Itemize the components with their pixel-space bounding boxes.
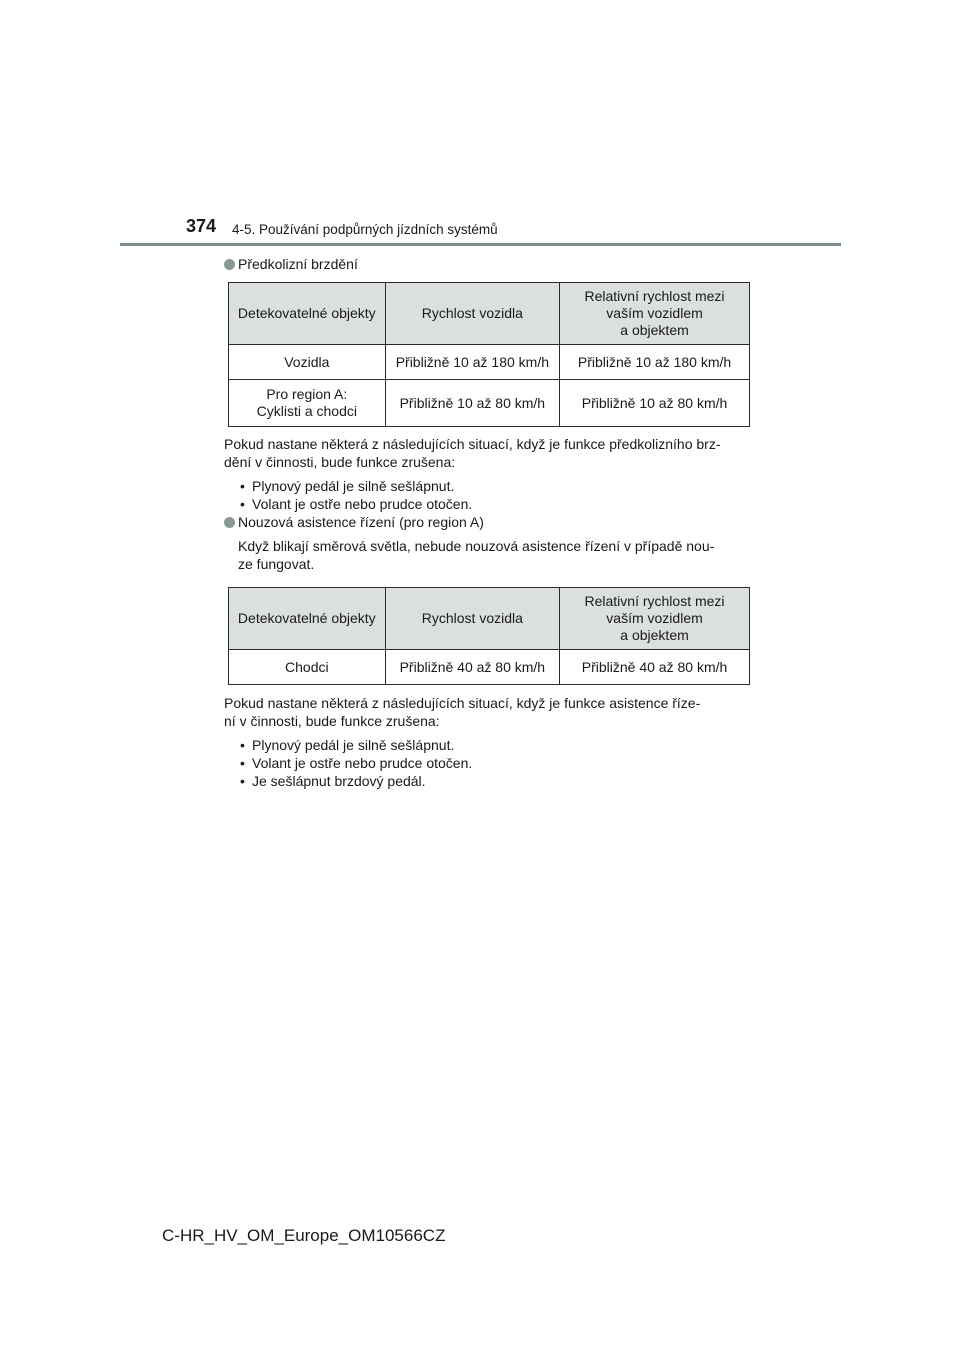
table-header-row <box>229 588 750 650</box>
text-line: Pokud nastane některá z následujících situací, když je funkce asistence říze- <box>224 695 701 711</box>
bullet-dot-icon <box>224 259 235 270</box>
table-row <box>229 345 750 380</box>
header-cell-objects: Detekovatelné objekty <box>229 283 386 345</box>
text-line: ze fungovat. <box>238 556 315 572</box>
cell-line: Pro region A: <box>266 386 348 402</box>
table-row <box>229 380 750 427</box>
heading-text: Nouzová asistence řízení (pro region A) <box>238 514 484 530</box>
list-item: • Plynový pedál je silně sešlápnut. <box>240 736 752 754</box>
header-line: vaším vozidlem <box>606 305 703 321</box>
precollision-table <box>228 282 750 427</box>
cell-objects <box>229 380 386 427</box>
cell-objects: Chodci <box>229 650 386 685</box>
cell-speed: Přibližně 40 až 80 km/h <box>385 650 559 685</box>
main-content <box>224 255 752 790</box>
header-cell-relative <box>560 588 750 650</box>
cancel-list-1 <box>224 477 752 513</box>
header-line: Relativní rychlost mezi <box>584 593 725 609</box>
emergency-steering-table <box>228 587 750 685</box>
cell-speed: Přibližně 10 až 80 km/h <box>385 380 559 427</box>
header-line: a objektem <box>620 322 689 338</box>
header-cell-objects: Detekovatelné objekty <box>229 588 386 650</box>
cell-objects <box>229 345 386 380</box>
bullet-heading-precollision <box>224 255 752 273</box>
document-code: C-HR_HV_OM_Europe_OM10566CZ <box>162 1226 446 1245</box>
header-cell-speed: Rychlost vozidla <box>385 588 559 650</box>
bullet-dot-icon <box>224 517 235 528</box>
cell-speed: Přibližně 10 až 180 km/h <box>385 345 559 380</box>
text-line: Když blikají směrová světla, nebude nouzová asistence řízení v případě nou- <box>238 538 715 554</box>
list-item: • Plynový pedál je silně sešlápnut. <box>240 477 752 495</box>
cell-line: Cyklisti a chodci <box>256 403 357 419</box>
header-line: Relativní rychlost mezi <box>584 288 725 304</box>
header-cell-relative <box>560 283 750 345</box>
list-item: • Volant je ostře nebo prudce otočen. <box>240 754 752 772</box>
header-rule <box>120 243 841 246</box>
note-paragraph <box>224 537 752 573</box>
cancel-list-2 <box>224 736 752 790</box>
heading-text: Předkolizní brzdění <box>238 256 358 272</box>
text-line: dění v činnosti, bude funkce zrušena: <box>224 454 456 470</box>
header-cell-speed: Rychlost vozidla <box>385 283 559 345</box>
header-line: a objektem <box>620 627 689 643</box>
text-line: Pokud nastane některá z následujících situací, když je funkce předkolizního brz- <box>224 436 721 452</box>
cell-relative: Přibližně 10 až 180 km/h <box>560 345 750 380</box>
cell-relative: Přibližně 40 až 80 km/h <box>560 650 750 685</box>
list-item: • Je sešlápnut brzdový pedál. <box>240 772 752 790</box>
cell-line: Vozidla <box>284 353 330 370</box>
table-row <box>229 650 750 685</box>
cancel-paragraph-2 <box>224 694 752 730</box>
cell-relative: Přibližně 10 až 80 km/h <box>560 380 750 427</box>
section-title: 4-5. Používání podpůrných jízdních systémů <box>232 222 498 237</box>
bullet-heading-emergency-steering <box>224 513 752 531</box>
page-number: 374 <box>186 216 217 236</box>
text-line: ní v činnosti, bude funkce zrušena: <box>224 713 440 729</box>
table-header-row <box>229 283 750 345</box>
cancel-paragraph-1 <box>224 435 752 471</box>
header-line: vaším vozidlem <box>606 610 703 626</box>
list-item: • Volant je ostře nebo prudce otočen. <box>240 495 752 513</box>
